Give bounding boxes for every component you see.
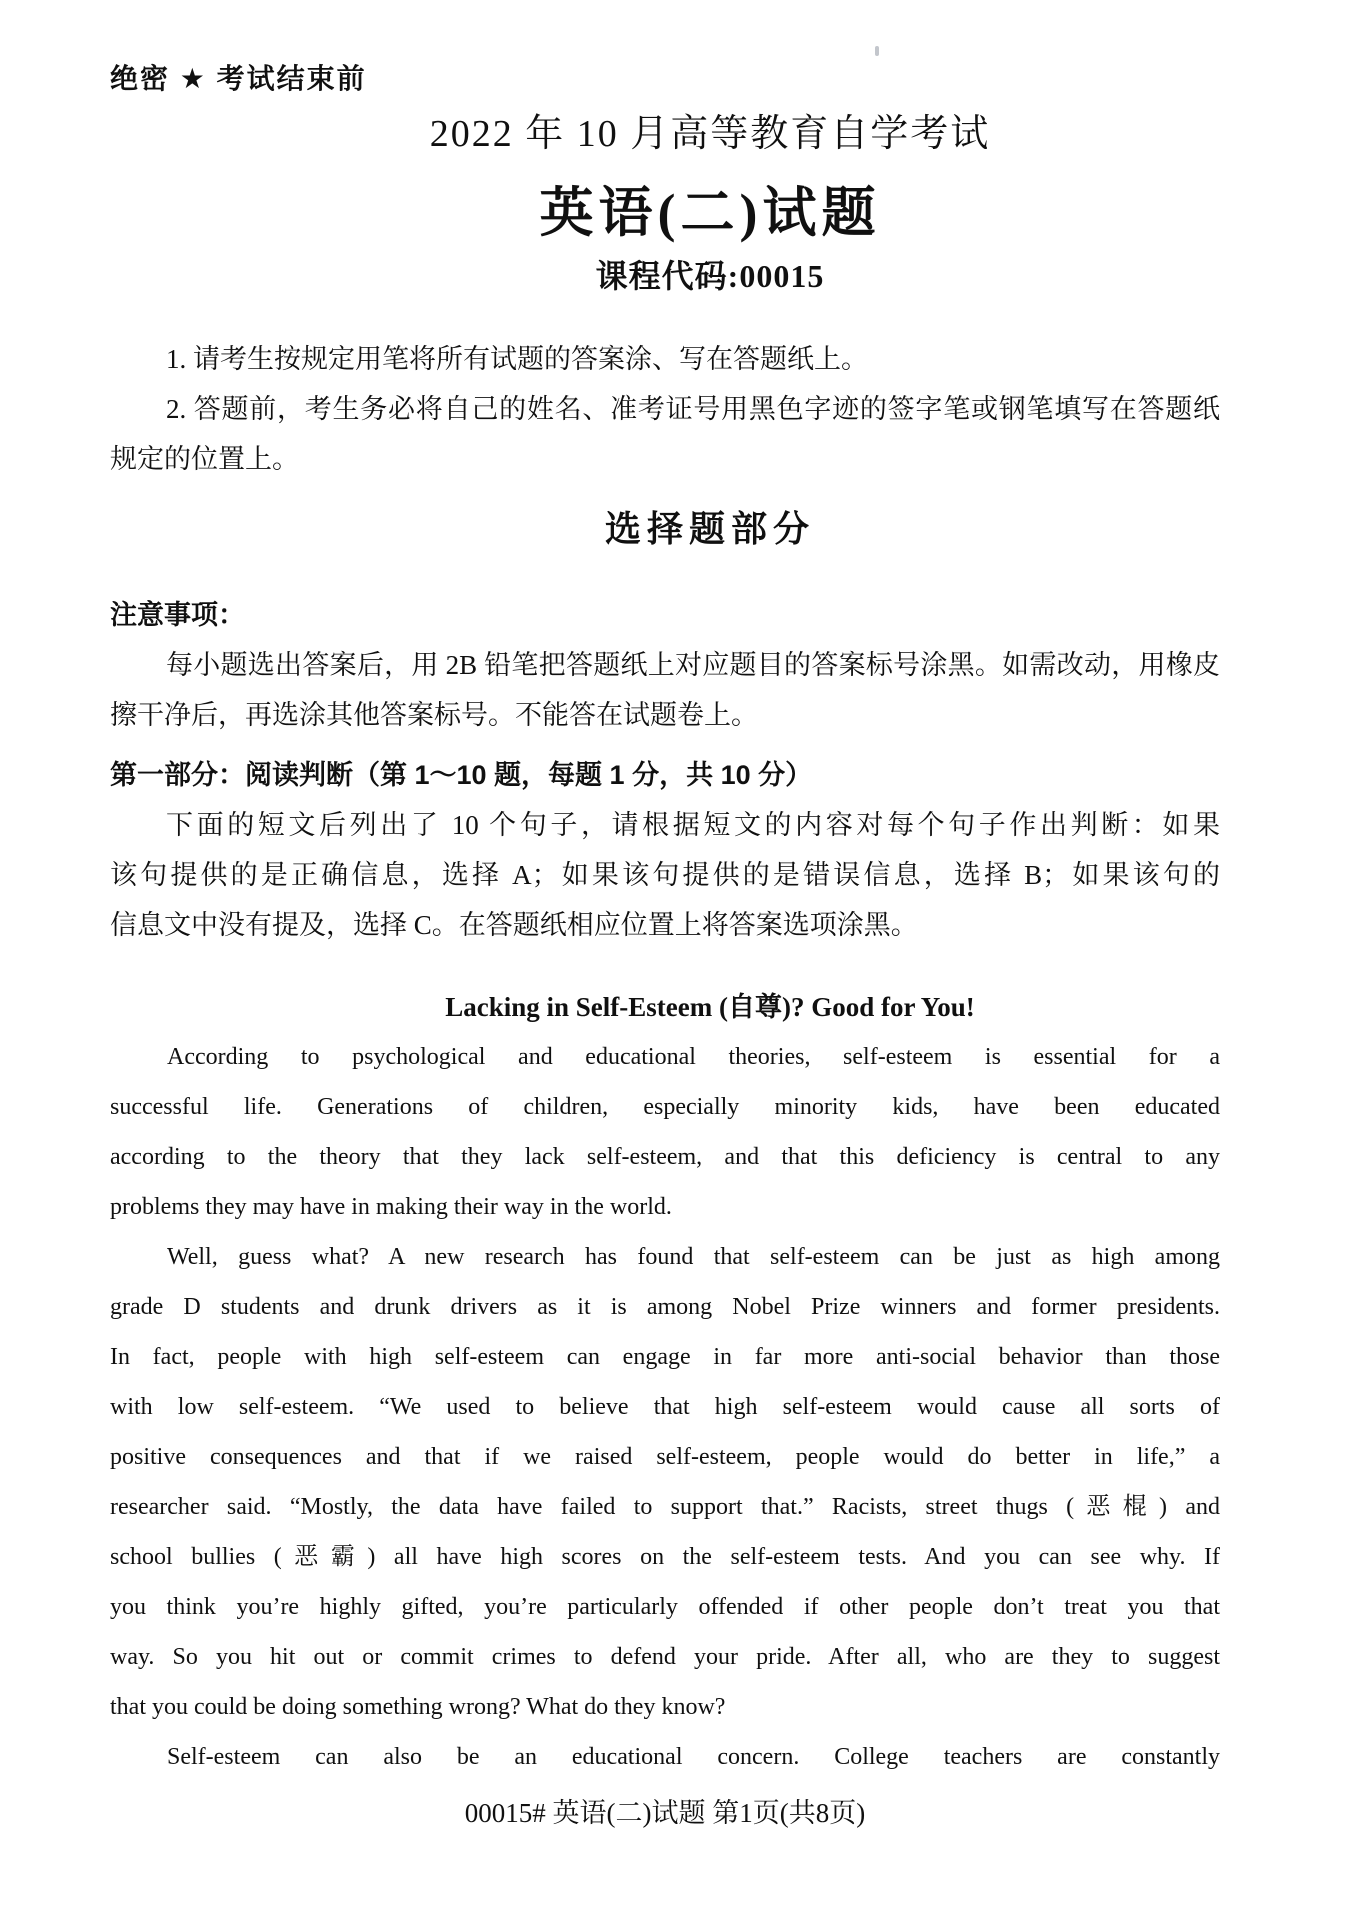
instruction-item-2-line1: 2. 答题前，考生务必将自己的姓名、准考证号用黑色字迹的签字笔或钢笔填写在答题纸 xyxy=(166,394,1220,424)
part1-heading: 第一部分：阅读判断（第 1～10 题，每题 1 分，共 10 分） xyxy=(110,760,813,790)
passage-line: you think you’re highly gifted, you’re particularly offended if other people don’t treat you that xyxy=(110,1594,1220,1620)
passage-line: In fact, people with high self-esteem can engage in far more anti-social behavior than those xyxy=(110,1344,1220,1370)
passage-line: Well, guess what? A new research has found that self-esteem can be just as high among xyxy=(167,1244,1220,1270)
passage-title: Lacking in Self-Esteem (自尊)? Good for You! xyxy=(445,992,975,1022)
passage-line: positive consequences and that if we raised self-esteem, people would do better in life,” a xyxy=(110,1444,1220,1470)
instruction-item-1: 1. 请考生按规定用笔将所有试题的答案涂、写在答题纸上。 xyxy=(166,344,868,374)
notes-line-1: 每小题选出答案后，用 2B 铅笔把答题纸上对应题目的答案标号涂黑。如需改动，用橡皮 xyxy=(166,650,1220,680)
passage-line: successful life. Generations of children, especially minority kids, have been educated xyxy=(110,1094,1220,1120)
passage-line: According to psychological and educational theories, self-esteem is essential for a xyxy=(167,1044,1220,1070)
passage-line: Self-esteem can also be an educational concern. College teachers are constantly xyxy=(167,1744,1220,1770)
part1-intro-line-2: 该句提供的是正确信息，选择 A；如果该句提供的是错误信息，选择 B；如果该句的 xyxy=(110,860,1220,890)
notes-label: 注意事项： xyxy=(110,600,245,630)
scan-artifact-dot xyxy=(875,46,879,56)
passage-line: grade D students and drunk drivers as it is among Nobel Prize winners and former presidents. xyxy=(110,1294,1220,1320)
classification-header: 绝密 ★ 考试结束前 xyxy=(110,63,367,94)
passage-paragraph-3 xyxy=(110,1732,1220,1782)
exam-title-line2: 英语(二)试题 xyxy=(539,183,881,243)
notes-line-2: 擦干净后，再选涂其他答案标号。不能答在试题卷上。 xyxy=(110,700,758,730)
passage-line: according to the theory that they lack self-esteem, and that this deficiency is central to any xyxy=(110,1144,1220,1170)
passage-line: researcher said. “Mostly, the data have failed to support that.” Racists, street thugs (恶棍) and xyxy=(110,1494,1220,1520)
passage-line: school bullies (恶霸) all have high scores on the self-esteem tests. And you can see why. If xyxy=(110,1544,1220,1570)
passage-line: way. So you hit out or commit crimes to defend your pride. After all, who are they to suggest xyxy=(110,1644,1220,1670)
part1-intro-line-3: 信息文中没有提及，选择 C。在答题纸相应位置上将答案选项涂黑。 xyxy=(110,910,918,940)
instruction-item-2-line2: 规定的位置上。 xyxy=(110,444,299,474)
passage-line: that you could be doing something wrong? What do they know? xyxy=(110,1694,726,1720)
passage-paragraph-1 xyxy=(110,1032,1220,1232)
page-footer: 00015# 英语(二)试题 第1页(共8页) xyxy=(464,1798,866,1828)
course-code: 课程代码:00015 xyxy=(595,258,825,294)
passage-paragraph-2 xyxy=(110,1232,1220,1732)
part1-intro-line-1: 下面的短文后列出了 10 个句子，请根据短文的内容对每个句子作出判断：如果 xyxy=(166,810,1220,840)
passage-line: with low self-esteem. “We used to believe that high self-esteem would cause all sorts of xyxy=(110,1394,1220,1420)
passage-line: problems they may have in making their way in the world. xyxy=(110,1194,672,1220)
exam-title-line1: 2022 年 10 月高等教育自学考试 xyxy=(429,113,991,155)
section-title-choice-part: 选择题部分 xyxy=(604,508,815,549)
